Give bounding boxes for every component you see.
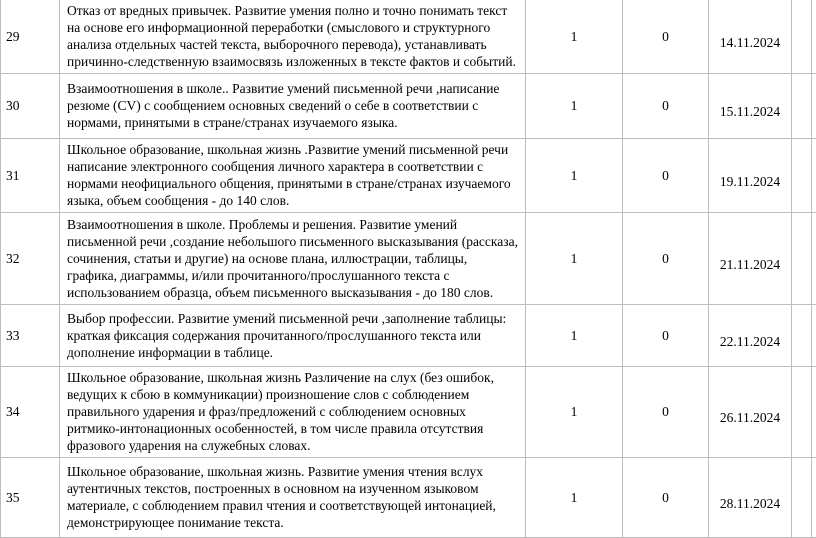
lesson-number: 35 bbox=[1, 458, 60, 538]
lesson-number: 34 bbox=[1, 367, 60, 458]
lesson-number: 33 bbox=[1, 305, 60, 367]
lesson-edge-cell bbox=[812, 139, 816, 213]
lesson-number: 31 bbox=[1, 139, 60, 213]
table-row bbox=[1, 213, 816, 305]
lesson-hours: 1 bbox=[526, 0, 623, 74]
lesson-edge-cell bbox=[812, 305, 816, 367]
lesson-topic: Школьное образование, школьная жизнь .Развитие умений письменной речи написание электронного сообщения личного характера в соответствии с нормами неофициального общения, принятыми в стране/странах изучаемого языка, объем сообщения - до 140 слов. bbox=[60, 139, 526, 213]
table-row bbox=[1, 139, 816, 213]
lesson-date: 22.11.2024 bbox=[709, 305, 792, 367]
lesson-topic: Взаимоотношения в школе. Проблемы и решения. Развитие умений письменной речи ,создание небольшого письменного высказывания (рассказа, сочинения, статьи и другие) на основе плана, иллюстрации, таблицы, графика, диаграммы, и/или прочитанного/прослушанного текста с использованием образца, объем письменного высказывания - до 180 слов. bbox=[60, 213, 526, 305]
lesson-edge-cell bbox=[812, 458, 816, 538]
lesson-date: 21.11.2024 bbox=[709, 213, 792, 305]
lesson-date: 15.11.2024 bbox=[709, 74, 792, 139]
lesson-topic: Школьное образование, школьная жизнь Различение на слух (без ошибок, ведущих к сбою в коммуникации) произношение слов с соблюдением правильного ударения и фраз/предложений с соблюдением основных ритмико-интонационных особенностей, в том числе правила отсутствия фразового ударения на служебных словах. bbox=[60, 367, 526, 458]
lesson-number: 32 bbox=[1, 213, 60, 305]
lesson-extra-cell bbox=[792, 213, 812, 305]
lesson-date: 28.11.2024 bbox=[709, 458, 792, 538]
lesson-topic: Взаимоотношения в школе.. Развитие умений письменной речи ,написание резюме (CV) с сообщением основных сведений о себе в соответствии с нормами, принятыми в стране/странах изучаемого языка. bbox=[60, 74, 526, 139]
lesson-hours: 1 bbox=[526, 305, 623, 367]
lesson-hours: 1 bbox=[526, 74, 623, 139]
lesson-number: 30 bbox=[1, 74, 60, 139]
lesson-control-works: 0 bbox=[623, 74, 709, 139]
lesson-edge-cell bbox=[812, 213, 816, 305]
lesson-hours: 1 bbox=[526, 458, 623, 538]
lesson-control-works: 0 bbox=[623, 367, 709, 458]
lesson-topic: Отказ от вредных привычек. Развитие умения полно и точно понимать текст на основе его информационной переработки (смыслового и структурного анализа отдельных частей текста, выборочного перевода), устанавливать причинно-следственную взаимосвязь изложенных в тексте фактов и событий. bbox=[60, 0, 526, 74]
lesson-control-works: 0 bbox=[623, 213, 709, 305]
lesson-extra-cell bbox=[792, 458, 812, 538]
lesson-extra-cell bbox=[792, 305, 812, 367]
lesson-hours: 1 bbox=[526, 213, 623, 305]
lesson-date: 26.11.2024 bbox=[709, 367, 792, 458]
lesson-control-works: 0 bbox=[623, 305, 709, 367]
lesson-extra-cell bbox=[792, 367, 812, 458]
lesson-control-works: 0 bbox=[623, 139, 709, 213]
lesson-topic: Школьное образование, школьная жизнь. Развитие умения чтения вслух аутентичных текстов, построенных в основном на изученном языковом материале, с соблюдением правил чтения и соответствующей интонацией, демонстрирующее понимание текста. bbox=[60, 458, 526, 538]
lesson-hours: 1 bbox=[526, 367, 623, 458]
lesson-control-works: 0 bbox=[623, 458, 709, 538]
lesson-topic: Выбор профессии. Развитие умений письменной речи ,заполнение таблицы: краткая фиксация содержания прочитанного/прослушанного текста или дополнение информации в таблице. bbox=[60, 305, 526, 367]
table-row bbox=[1, 305, 816, 367]
lesson-control-works: 0 bbox=[623, 0, 709, 74]
lesson-extra-cell bbox=[792, 139, 812, 213]
lesson-hours: 1 bbox=[526, 139, 623, 213]
table-row bbox=[1, 458, 816, 538]
lesson-edge-cell bbox=[812, 74, 816, 139]
lesson-edge-cell bbox=[812, 0, 816, 74]
lesson-edge-cell bbox=[812, 367, 816, 458]
lesson-number: 29 bbox=[1, 0, 60, 74]
lesson-extra-cell bbox=[792, 74, 812, 139]
table-row bbox=[1, 0, 816, 74]
lesson-extra-cell bbox=[792, 0, 812, 74]
lesson-date: 14.11.2024 bbox=[709, 0, 792, 74]
table-row bbox=[1, 367, 816, 458]
table-row bbox=[1, 74, 816, 139]
lesson-date: 19.11.2024 bbox=[709, 139, 792, 213]
